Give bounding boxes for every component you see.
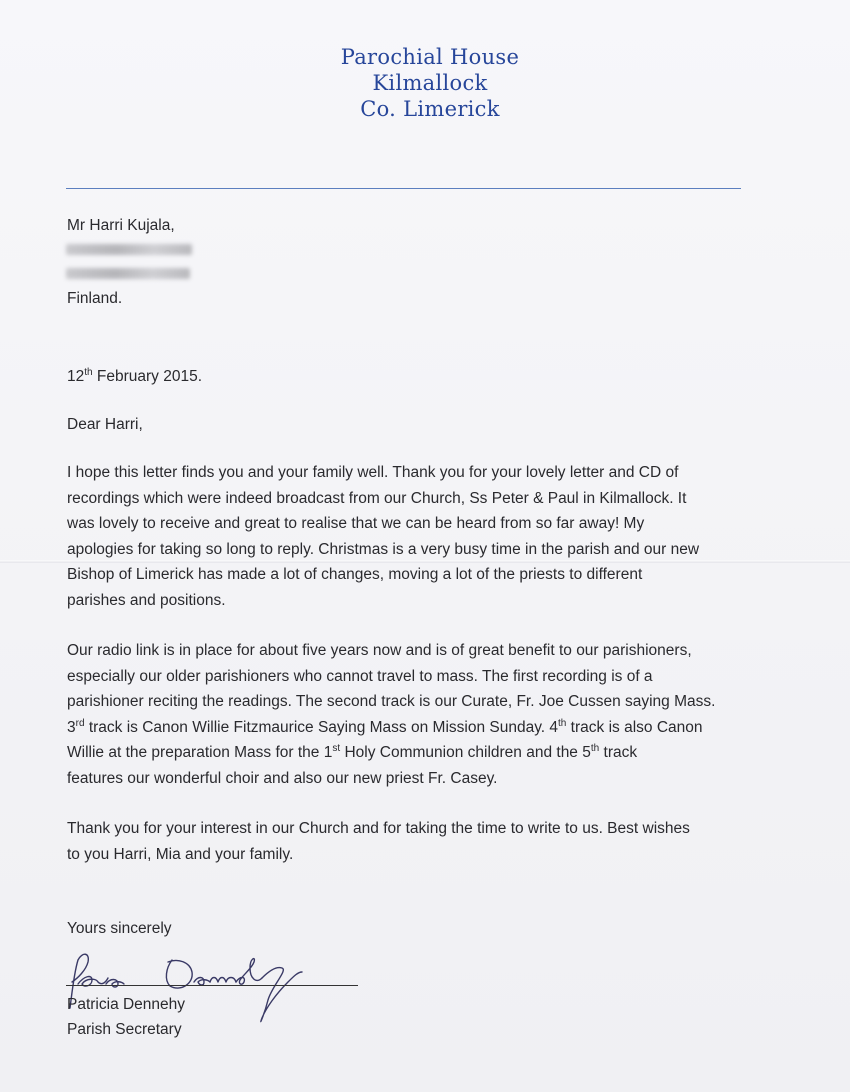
letterhead-line-2: Kilmallock	[372, 71, 488, 95]
paragraph-line: features our wonderful choir and also our new priest Fr. Casey.	[67, 769, 498, 787]
paragraph-line: 3rd track is Canon Willie Fitzmaurice Saying Mass on Mission Sunday. 4th track is also Canon	[67, 717, 703, 736]
paragraph-line: parishes and positions.	[67, 591, 226, 609]
paragraph-line: Thank you for your interest in our Church and for taking the time to write to us. Best wishes	[67, 820, 690, 837]
signatory-title: Parish Secretary	[67, 1021, 182, 1038]
paragraph-3	[67, 816, 757, 867]
letterhead-line-1: Parochial House	[340, 45, 520, 69]
recipient-country: Finland.	[67, 290, 123, 307]
paragraph-line: Bishop of Limerick has made a lot of changes, moving a lot of the priests to different	[67, 566, 643, 583]
paragraph-line: was lovely to receive and great to realise that we can be heard from so far away! My	[67, 515, 645, 532]
paragraph-line: to you Harri, Mia and your family.	[67, 845, 294, 863]
recipient-name: Mr Harri Kujala,	[67, 217, 175, 234]
paragraph-line: especially our older parishioners who cannot travel to mass. The first recording is of a	[67, 667, 653, 685]
letterhead-line-3: Co. Limerick	[360, 97, 500, 121]
letter-date: 12th February 2015.	[67, 367, 203, 385]
letterhead-rule	[66, 188, 741, 189]
redacted-address-line-2	[66, 268, 190, 279]
paragraph-line: Willie at the preparation Mass for the 1st Holy Communion children and the 5th track	[67, 743, 638, 761]
signature-line	[66, 985, 358, 986]
closing: Yours sincerely	[67, 920, 172, 937]
paragraph-line: Our radio link is in place for about five years now and is of great benefit to our parishioners,	[67, 642, 692, 659]
paragraph-1	[67, 460, 757, 613]
paragraph-2	[67, 638, 757, 791]
signatory-name: Patricia Dennehy	[67, 996, 186, 1013]
paragraph-line: parishioner reciting the readings. The second track is our Curate, Fr. Joe Cussen saying Mass.	[67, 693, 716, 710]
letterhead	[0, 44, 850, 122]
redacted-address-line-1	[66, 244, 192, 255]
paragraph-line: I hope this letter finds you and your family well. Thank you for your lovely letter and CD of	[67, 464, 679, 481]
paragraph-line: recordings which were indeed broadcast from our Church, Ss Peter & Paul in Kilmallock. It	[67, 489, 687, 507]
paragraph-line: apologies for taking so long to reply. Christmas is a very busy time in the parish and our new	[67, 540, 700, 558]
salutation: Dear Harri,	[67, 416, 143, 433]
handwritten-signature	[62, 938, 362, 1028]
